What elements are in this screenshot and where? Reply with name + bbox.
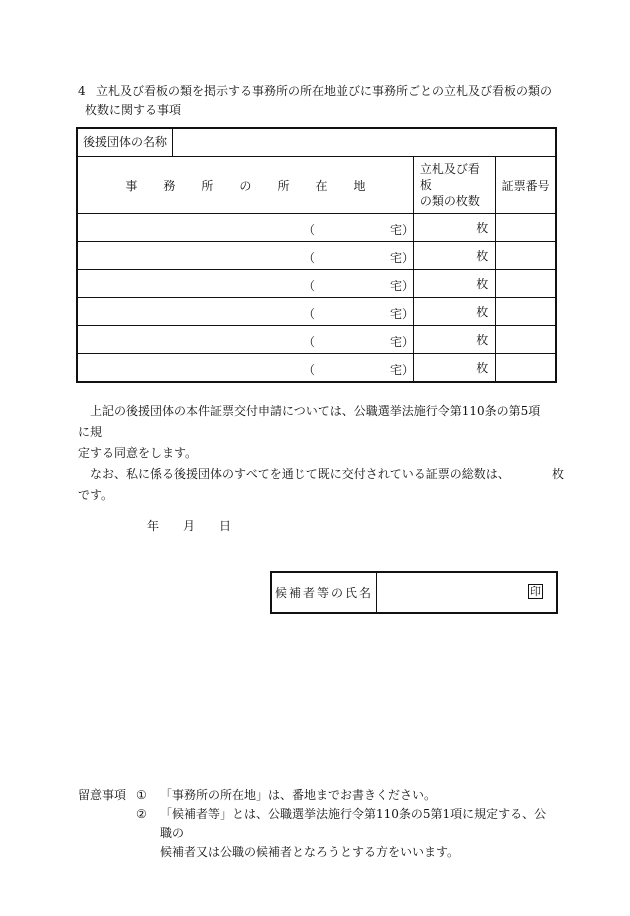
address-cell[interactable]: （ 宅） bbox=[77, 326, 413, 354]
group-name-row bbox=[77, 128, 556, 157]
header-row bbox=[77, 157, 556, 214]
notes-heading: 留意事項 bbox=[78, 788, 127, 802]
note-item: 留意事項 ① 「事務所の所在地」は、番地までお書きください。 bbox=[78, 786, 558, 805]
cert-cell[interactable] bbox=[496, 326, 556, 354]
section-title-line1: 立札及び看板の類を掲示する事務所の所在地並びに事務所ごとの立札及び看板の類の bbox=[96, 84, 553, 98]
table-row bbox=[77, 270, 556, 298]
count-cell[interactable]: 枚 bbox=[413, 242, 495, 270]
date-line bbox=[147, 517, 255, 534]
group-name-label: 後援団体の名称 bbox=[78, 129, 173, 156]
note-item-continuation: 候補者又は公職の候補者となろうとする方をいいます。 bbox=[160, 845, 460, 859]
count-cell[interactable]: 枚 bbox=[413, 326, 495, 354]
office-table bbox=[76, 127, 557, 383]
section-title-line2: 枚数に関する事項 bbox=[85, 103, 182, 117]
consent-paragraph bbox=[78, 401, 565, 506]
notes bbox=[78, 786, 558, 862]
note-item: ② 「候補者等」とは、公職選挙法施行令第110条の5第1項に規定する、公職の bbox=[136, 807, 547, 840]
count-cell[interactable]: 枚 bbox=[413, 298, 495, 326]
cert-cell[interactable] bbox=[496, 298, 556, 326]
header-address: 事 務 所 の 所 在 地 bbox=[77, 157, 413, 214]
count-cell[interactable]: 枚 bbox=[413, 214, 495, 242]
cert-cell[interactable] bbox=[496, 242, 556, 270]
consent-line1: 上記の後援団体の本件証票交付申請については、公職選挙法施行令第110条の第5項に規 bbox=[78, 404, 541, 439]
month-label: 月 bbox=[183, 519, 196, 533]
header-cert-no: 証票番号 bbox=[496, 157, 556, 214]
cert-cell[interactable] bbox=[496, 354, 556, 383]
day-label: 日 bbox=[219, 519, 232, 533]
table-row bbox=[77, 298, 556, 326]
address-cell[interactable]: （ 宅） bbox=[77, 354, 413, 383]
table-row bbox=[77, 214, 556, 242]
consent-line4: です。 bbox=[78, 488, 114, 502]
cert-cell[interactable] bbox=[496, 270, 556, 298]
year-label: 年 bbox=[147, 519, 160, 533]
consent-line3: なお、私に係る後援団体のすべてを通じて既に交付されている証票の総数は、 枚 bbox=[78, 464, 552, 485]
count-cell[interactable]: 枚 bbox=[413, 270, 495, 298]
signature-label: 候補者等の氏名 bbox=[272, 573, 377, 612]
table-row bbox=[77, 242, 556, 270]
signature-box bbox=[270, 571, 558, 614]
address-cell[interactable]: （ 宅） bbox=[77, 270, 413, 298]
total-unit: 枚 bbox=[552, 467, 565, 481]
cert-cell[interactable] bbox=[496, 214, 556, 242]
address-cell[interactable]: （ 宅） bbox=[77, 214, 413, 242]
count-cell[interactable]: 枚 bbox=[413, 354, 495, 383]
address-cell[interactable]: （ 宅） bbox=[77, 242, 413, 270]
table-row bbox=[77, 354, 556, 383]
table-row bbox=[77, 326, 556, 354]
seal-mark: 印 bbox=[530, 585, 541, 598]
header-count: 立札及び看板 の類の枚数 bbox=[413, 157, 495, 214]
signature-field[interactable] bbox=[377, 573, 556, 612]
address-cell[interactable]: （ 宅） bbox=[77, 298, 413, 326]
section-number: 4 bbox=[78, 84, 86, 98]
consent-line2: 定する同意をします。 bbox=[78, 446, 198, 460]
section-heading bbox=[78, 82, 568, 120]
